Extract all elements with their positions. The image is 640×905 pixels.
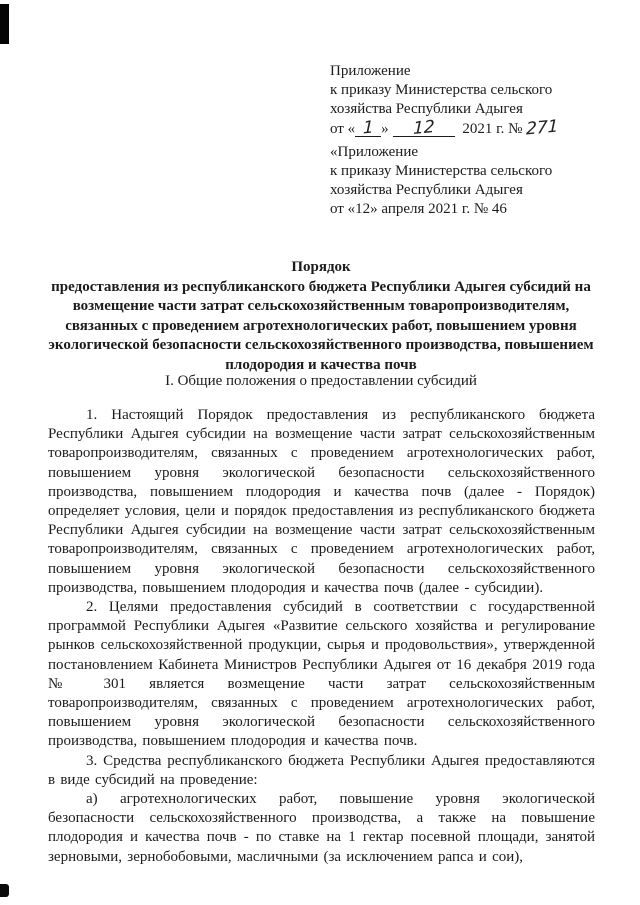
paragraph: 1. Настоящий Порядок предоставления из республиканского бюджета Республики Адыгея субсидии на возмещение части затрат сельскохозяйственным товаропроизводителям, связанных с проведением агротехнологических работ, повышением уровня экологической безопасности сельскохозяйственного производства, повышением плодородия и качества почв (далее - Порядок) определяет условия, цели и порядок предоставления из республиканского бюджета Республики Адыгея субсидии на возмещение части затрат сельскохозяйственным товаропроизводителям, связанных с проведением агротехнологических работ, повышением уровня экологической безопасности сельскохозяйственного производства, повышением плодородия и качества почв (далее - субсидии). xyxy=(48,407,595,596)
document-title-heading: Порядок xyxy=(291,259,351,275)
handwritten-month-slot xyxy=(393,117,455,139)
appendix-header-block xyxy=(330,62,620,219)
document-body xyxy=(48,406,595,867)
date-prefix: от « xyxy=(330,121,356,137)
document-title-body: предоставления из республиканского бюджета Республики Адыгея субсидий на возмещение части затрат сельскохозяйственным товаропроизводителям, связанных с проведением агротехнологических работ, повышением уровня экологической безопасности сельскохозяйственного производства, повышением плодородия и качества почв xyxy=(48,278,594,373)
paragraph: а) агротехнологических работ, повышение уровня экологической безопасности сельскохозяйственного производства, а также на повышение плодородия и качества почв - по ставке на 1 гектар посевной площади, занятой зерновыми, зернобобовыми, масличными (за исключением рапса и сои), xyxy=(48,791,595,865)
section-heading: I. Общие положения о предоставлении субсидий xyxy=(165,373,477,389)
paragraph: 2. Целями предоставления субсидий в соответствии с государственной программой Республики Адыгея «Развитие сельского хозяйства и регулирование рынков сельскохозяйственной продукции, сырья и продовольствия», утвержденной постановлением Кабинета Министров Республики Адыгея от 16 декабря 2019 года № 301 является возмещение части затрат сельскохозяйственным товаропроизводителям, связанных с проведением агротехнологических работ, повышением уровня экологической безопасности сельскохозяйственного производства, повышением плодородия и качества почв. xyxy=(48,599,595,750)
appendix-line: к приказу Министерства сельского xyxy=(330,82,553,98)
handwritten-day: 1 xyxy=(362,117,374,139)
handwritten-order-number: 271 xyxy=(526,116,559,140)
document-title xyxy=(48,258,594,375)
appendix-quote-line: хозяйства Республики Адыгея xyxy=(330,182,523,198)
date-suffix: 2021 г. № xyxy=(462,121,523,137)
appendix-quote-line: от «12» апреля 2021 г. № 46 xyxy=(330,201,507,217)
appendix-quote-line: к приказу Министерства сельского xyxy=(330,163,553,179)
appendix-line: хозяйства Республики Адыгея xyxy=(330,101,523,117)
paragraph: 3. Средства республиканского бюджета Республики Адыгея предоставляются в виде субсидий на проведение: xyxy=(48,752,595,788)
scan-artifact-bottom-left xyxy=(0,884,9,897)
order-date-line xyxy=(330,116,620,140)
date-close-quote: » xyxy=(381,121,389,137)
handwritten-day-slot xyxy=(355,117,381,139)
appendix-quote-line: «Приложение xyxy=(330,144,419,160)
scan-artifact-top-left xyxy=(0,4,9,44)
appendix-line: Приложение xyxy=(330,63,411,79)
handwritten-month: 12 xyxy=(412,117,435,139)
